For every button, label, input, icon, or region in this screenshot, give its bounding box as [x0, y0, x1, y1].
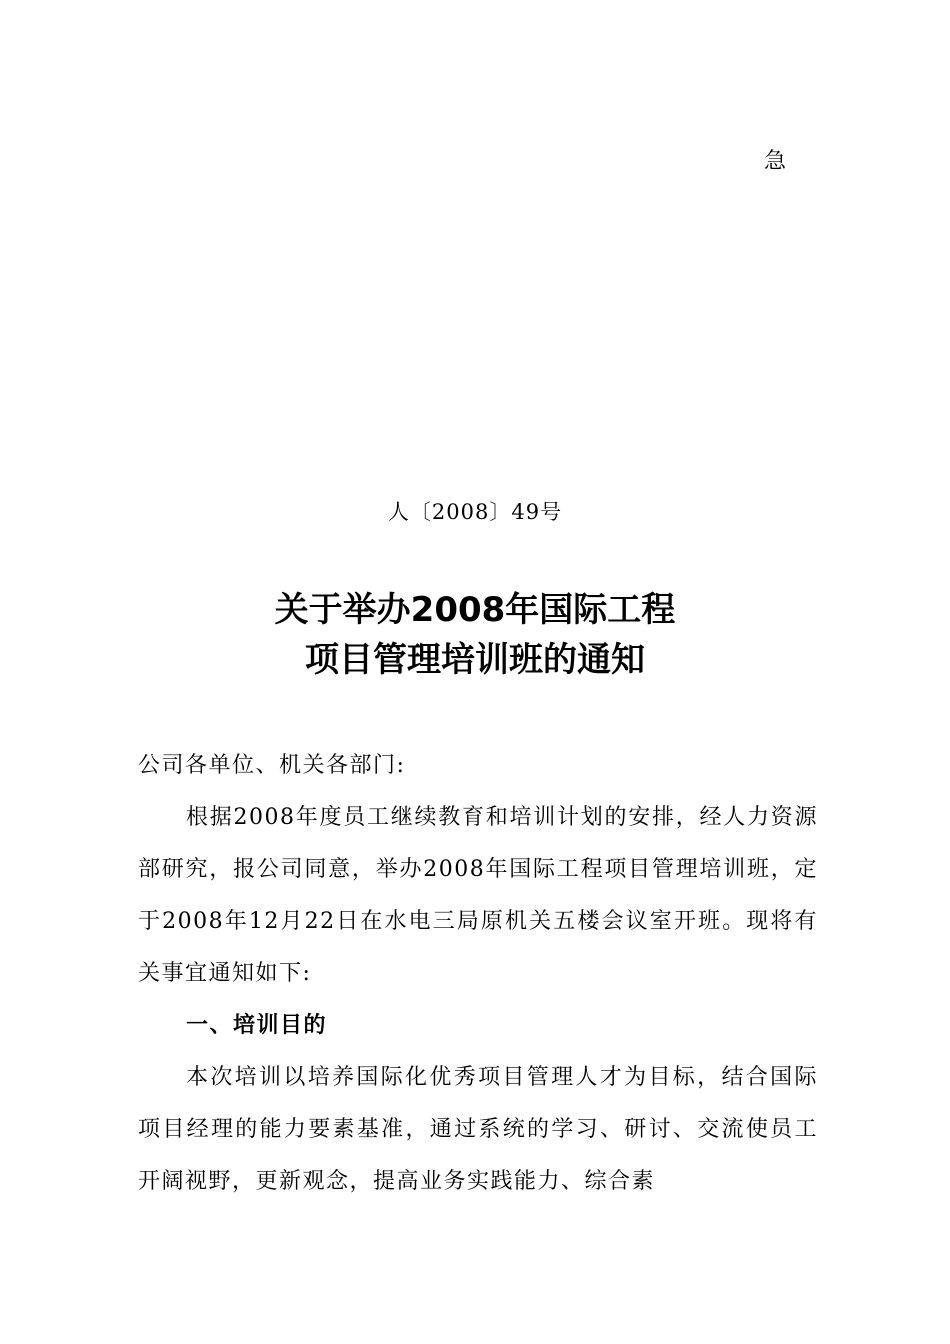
- document-body: [138, 740, 818, 1208]
- section-heading-purpose: 一、培训目的: [186, 1013, 328, 1038]
- salutation: 公司各单位、机关各部门:: [138, 753, 406, 778]
- document-title-line-2: 项目管理培训班的通知: [305, 640, 645, 680]
- section-purpose-text: 本次培训以培养国际化优秀项目管理人才为目标，结合国际项目经理的能力要素基准，通过系统的学习、研讨、交流使员工开阔视野，更新观念，提高业务实践能力、综合素: [138, 1065, 818, 1194]
- intro-paragraph: 根据2008年度员工继续教育和培训计划的安排，经人力资源部研究，报公司同意，举办2008年国际工程项目管理培训班，定于2008年12月22日在水电三局原机关五楼会议室开班。现将有关事宜通知如下:: [138, 805, 818, 986]
- document-number: 人〔2008〕49号: [387, 500, 563, 524]
- urgency-mark: 急: [764, 149, 787, 174]
- document-title-line-1: 关于举办2008年国际工程: [274, 590, 676, 630]
